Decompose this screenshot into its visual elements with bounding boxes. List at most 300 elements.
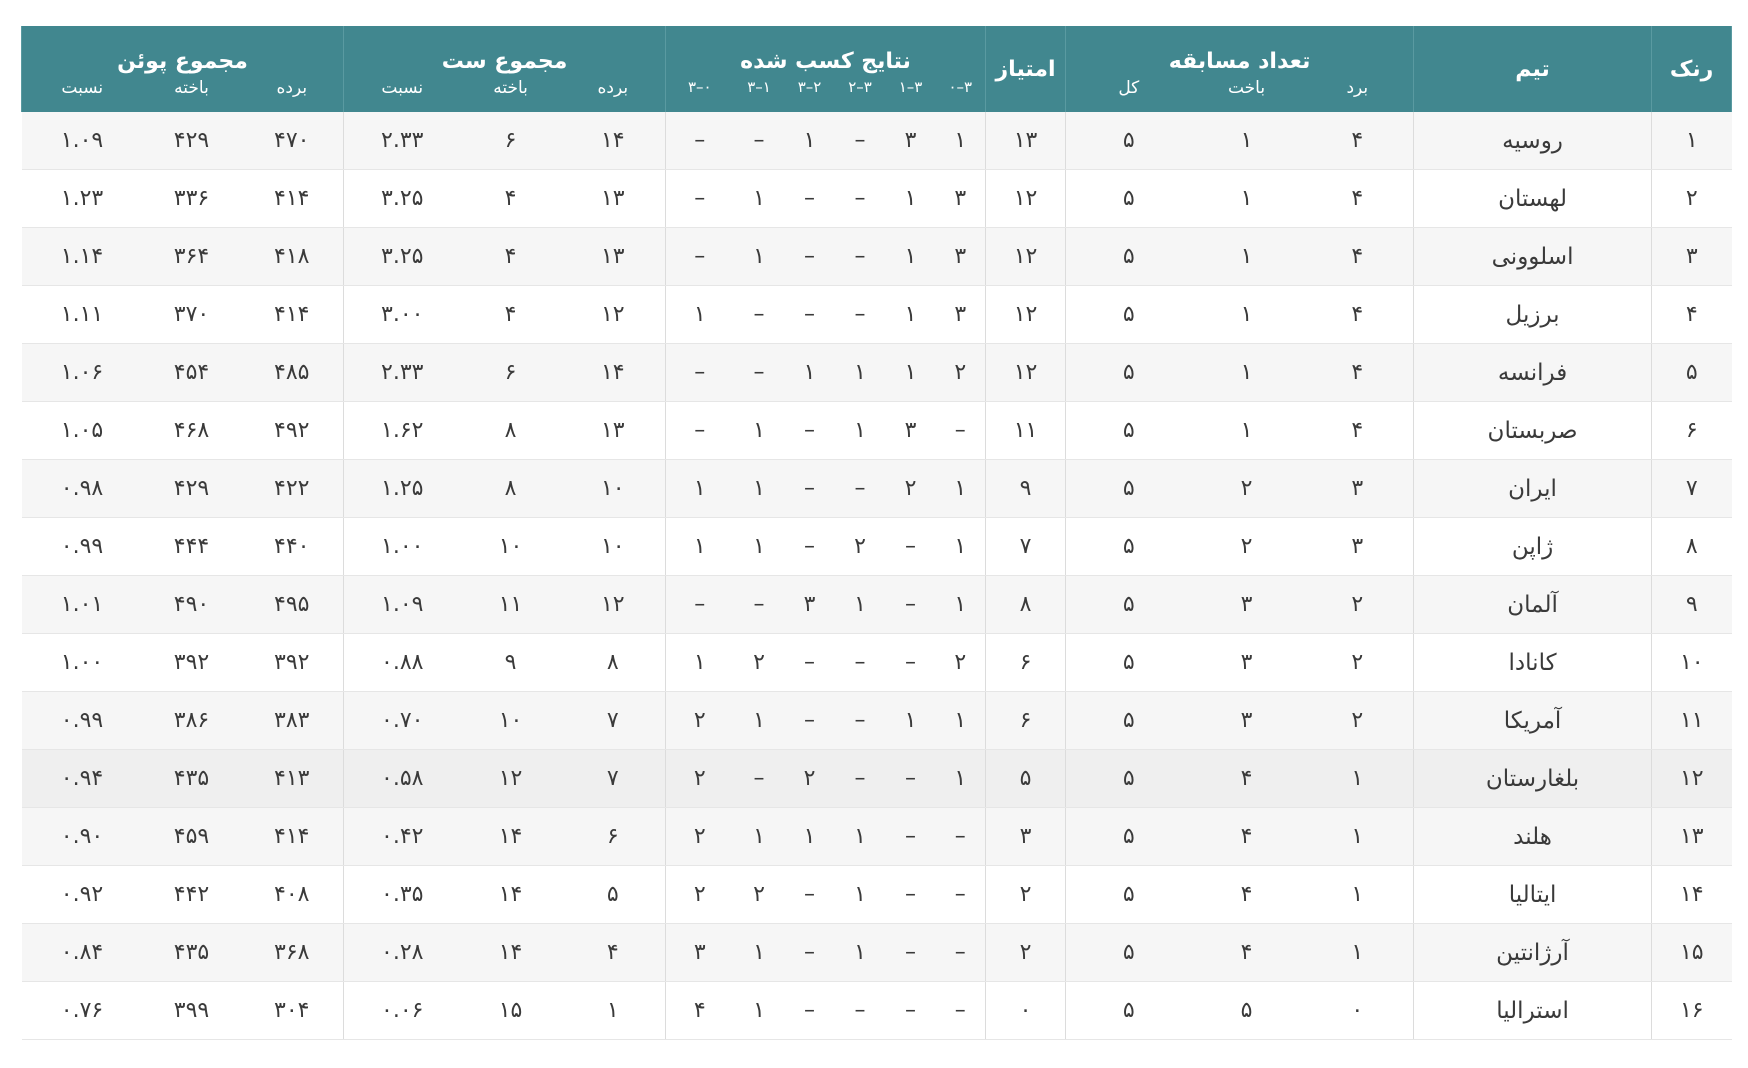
cell-result-3-2: –: [835, 634, 886, 692]
cell-result-3-1: ۳: [886, 402, 936, 460]
cell-sets-won: ۸: [561, 634, 666, 692]
cell-sets-won: ۴: [561, 924, 666, 982]
cell-sets-won: ۱۲: [561, 286, 666, 344]
cell-matches-lost: ۱: [1192, 286, 1302, 344]
cell-result-3-0: ۲: [936, 344, 986, 402]
cell-rank: ۷: [1652, 460, 1732, 518]
cell-rank: ۸: [1652, 518, 1732, 576]
cell-result-3-1: ۱: [886, 228, 936, 286]
cell-result-2-3: –: [785, 286, 835, 344]
cell-sets-ratio: ۳.۰۰: [344, 286, 461, 344]
cell-result-1-3: –: [734, 344, 785, 402]
cell-sets-ratio: ۰.۷۰: [344, 692, 461, 750]
cell-matches-lost: ۴: [1192, 866, 1302, 924]
cell-points: ۳: [986, 808, 1066, 866]
cell-result-3-1: –: [886, 808, 936, 866]
cell-result-3-0: –: [936, 402, 986, 460]
cell-result-2-3: –: [785, 402, 835, 460]
cell-points-won: ۴۷۰: [241, 112, 344, 170]
cell-result-1-3: ۱: [734, 518, 785, 576]
cell-rank: ۹: [1652, 576, 1732, 634]
cell-result-3-1: –: [886, 924, 936, 982]
cell-matches-won: ۲: [1302, 634, 1414, 692]
cell-points: ۲: [986, 866, 1066, 924]
cell-sets-won: ۱۳: [561, 228, 666, 286]
cell-sets-ratio: ۳.۲۵: [344, 228, 461, 286]
cell-points-ratio: ۰.۹۸: [22, 460, 143, 518]
cell-result-1-3: ۱: [734, 808, 785, 866]
cell-result-3-0: –: [936, 982, 986, 1040]
cell-result-0-3: ۳: [666, 924, 734, 982]
cell-matches-lost: ۳: [1192, 634, 1302, 692]
cell-points: ۱۲: [986, 286, 1066, 344]
cell-points-ratio: ۰.۹۲: [22, 866, 143, 924]
table-row: [22, 402, 1732, 460]
cell-result-3-0: ۱: [936, 460, 986, 518]
cell-matches-won: ۴: [1302, 228, 1414, 286]
cell-matches-won: ۱: [1302, 750, 1414, 808]
cell-result-3-2: ۱: [835, 402, 886, 460]
cell-points-won: ۴۱۳: [241, 750, 344, 808]
cell-matches-won: ۱: [1302, 808, 1414, 866]
cell-rank: ۱۶: [1652, 982, 1732, 1040]
cell-matches-won: ۰: [1302, 982, 1414, 1040]
cell-points-lost: ۴۳۵: [143, 750, 241, 808]
cell-sets-lost: ۴: [461, 170, 561, 228]
cell-points: ۱۲: [986, 170, 1066, 228]
cell-sets-lost: ۱۲: [461, 750, 561, 808]
cell-sets-lost: ۱۱: [461, 576, 561, 634]
cell-result-1-3: –: [734, 112, 785, 170]
table-body: [22, 112, 1732, 1040]
cell-points: ۱۳: [986, 112, 1066, 170]
cell-result-3-1: –: [886, 982, 936, 1040]
cell-matches-won: ۱: [1302, 924, 1414, 982]
cell-points-lost: ۳۷۰: [143, 286, 241, 344]
cell-result-2-3: –: [785, 634, 835, 692]
table-row: [22, 460, 1732, 518]
cell-points-won: ۳۶۸: [241, 924, 344, 982]
cell-sets-ratio: ۱.۶۲: [344, 402, 461, 460]
cell-points-won: ۴۸۵: [241, 344, 344, 402]
cell-sets-ratio: ۱.۰۹: [344, 576, 461, 634]
cell-team: لهستان: [1414, 170, 1652, 228]
cell-result-0-3: ۲: [666, 866, 734, 924]
cell-sets-won: ۱۲: [561, 576, 666, 634]
cell-sets-ratio: ۱.۲۵: [344, 460, 461, 518]
cell-points-won: ۴۲۲: [241, 460, 344, 518]
header-matches: تعداد مسابقه: [1066, 26, 1414, 76]
cell-sets-ratio: ۰.۲۸: [344, 924, 461, 982]
cell-points-ratio: ۱.۰۰: [22, 634, 143, 692]
cell-matches-total: ۵: [1066, 808, 1192, 866]
cell-matches-total: ۵: [1066, 228, 1192, 286]
cell-result-0-3: –: [666, 402, 734, 460]
cell-team: ایران: [1414, 460, 1652, 518]
cell-result-0-3: –: [666, 344, 734, 402]
cell-result-3-2: –: [835, 692, 886, 750]
cell-sets-lost: ۸: [461, 402, 561, 460]
cell-team: صربستان: [1414, 402, 1652, 460]
table-row: [22, 692, 1732, 750]
header-result-1-3: ۱–۳: [734, 76, 785, 112]
cell-sets-lost: ۴: [461, 286, 561, 344]
cell-result-2-3: –: [785, 924, 835, 982]
cell-result-3-1: ۱: [886, 286, 936, 344]
cell-result-3-0: ۱: [936, 112, 986, 170]
header-points-ratio: نسبت: [22, 76, 143, 112]
cell-sets-ratio: ۳.۲۵: [344, 170, 461, 228]
cell-result-2-3: –: [785, 228, 835, 286]
cell-result-1-3: ۱: [734, 228, 785, 286]
cell-result-0-3: –: [666, 170, 734, 228]
cell-matches-total: ۵: [1066, 460, 1192, 518]
cell-points-lost: ۴۶۸: [143, 402, 241, 460]
cell-result-0-3: ۱: [666, 634, 734, 692]
cell-points-won: ۴۱۴: [241, 170, 344, 228]
cell-matches-total: ۵: [1066, 576, 1192, 634]
cell-result-3-1: ۲: [886, 460, 936, 518]
standings-table-container: [21, 26, 1731, 1040]
cell-result-2-3: –: [785, 866, 835, 924]
cell-result-3-1: –: [886, 518, 936, 576]
cell-sets-ratio: ۰.۵۸: [344, 750, 461, 808]
cell-matches-total: ۵: [1066, 112, 1192, 170]
table-row: [22, 750, 1732, 808]
cell-result-3-2: –: [835, 982, 886, 1040]
cell-matches-total: ۵: [1066, 402, 1192, 460]
cell-result-1-3: ۱: [734, 982, 785, 1040]
cell-matches-total: ۵: [1066, 518, 1192, 576]
cell-points: ۹: [986, 460, 1066, 518]
cell-team: روسیه: [1414, 112, 1652, 170]
cell-points-ratio: ۱.۰۱: [22, 576, 143, 634]
cell-points-lost: ۴۵۴: [143, 344, 241, 402]
cell-points-won: ۴۹۵: [241, 576, 344, 634]
cell-rank: ۱۰: [1652, 634, 1732, 692]
cell-sets-ratio: ۰.۰۶: [344, 982, 461, 1040]
cell-result-3-1: ۳: [886, 112, 936, 170]
header-rank: رنک: [1652, 26, 1732, 112]
cell-sets-lost: ۱۴: [461, 808, 561, 866]
cell-result-0-3: ۲: [666, 750, 734, 808]
cell-result-1-3: –: [734, 576, 785, 634]
cell-sets-lost: ۱۴: [461, 924, 561, 982]
cell-team: هلند: [1414, 808, 1652, 866]
cell-result-0-3: –: [666, 112, 734, 170]
cell-matches-lost: ۳: [1192, 692, 1302, 750]
cell-result-0-3: –: [666, 228, 734, 286]
cell-result-1-3: ۱: [734, 924, 785, 982]
header-points-lost: باخته: [143, 76, 241, 112]
cell-matches-total: ۵: [1066, 924, 1192, 982]
cell-rank: ۱۴: [1652, 866, 1732, 924]
cell-sets-ratio: ۰.۴۲: [344, 808, 461, 866]
cell-result-3-1: –: [886, 634, 936, 692]
cell-points-won: ۳۰۴: [241, 982, 344, 1040]
cell-matches-lost: ۱: [1192, 170, 1302, 228]
cell-matches-lost: ۴: [1192, 924, 1302, 982]
cell-result-0-3: ۱: [666, 518, 734, 576]
cell-points-won: ۴۱۴: [241, 286, 344, 344]
header-sets-won: برده: [561, 76, 666, 112]
header-points: امتیاز: [986, 26, 1066, 112]
cell-team: آرژانتین: [1414, 924, 1652, 982]
cell-points-ratio: ۰.۹۹: [22, 692, 143, 750]
cell-team: استرالیا: [1414, 982, 1652, 1040]
cell-points-lost: ۴۹۰: [143, 576, 241, 634]
cell-sets-lost: ۱۵: [461, 982, 561, 1040]
cell-points-ratio: ۰.۸۴: [22, 924, 143, 982]
table-row: [22, 808, 1732, 866]
cell-result-2-3: –: [785, 170, 835, 228]
cell-result-2-3: ۳: [785, 576, 835, 634]
cell-rank: ۵: [1652, 344, 1732, 402]
cell-result-0-3: ۱: [666, 286, 734, 344]
cell-rank: ۱۳: [1652, 808, 1732, 866]
header-result-3-2: ۳–۲: [835, 76, 886, 112]
header-result-3-0: ۳–۰: [936, 76, 986, 112]
cell-team: آمریکا: [1414, 692, 1652, 750]
cell-sets-won: ۱۳: [561, 170, 666, 228]
cell-points: ۶: [986, 692, 1066, 750]
cell-matches-total: ۵: [1066, 692, 1192, 750]
cell-sets-won: ۷: [561, 692, 666, 750]
cell-points-ratio: ۱.۰۶: [22, 344, 143, 402]
cell-matches-total: ۵: [1066, 750, 1192, 808]
cell-matches-lost: ۱: [1192, 228, 1302, 286]
cell-result-3-0: ۳: [936, 228, 986, 286]
cell-team: کانادا: [1414, 634, 1652, 692]
cell-result-2-3: –: [785, 982, 835, 1040]
cell-rank: ۳: [1652, 228, 1732, 286]
cell-rank: ۲: [1652, 170, 1732, 228]
cell-matches-total: ۵: [1066, 866, 1192, 924]
cell-points-ratio: ۰.۹۹: [22, 518, 143, 576]
cell-points-won: ۳۹۲: [241, 634, 344, 692]
table-row: [22, 634, 1732, 692]
cell-result-3-0: ۳: [936, 170, 986, 228]
cell-result-1-3: ۲: [734, 866, 785, 924]
cell-points-lost: ۴۳۵: [143, 924, 241, 982]
header-matches-won: برد: [1302, 76, 1414, 112]
cell-rank: ۶: [1652, 402, 1732, 460]
cell-points-lost: ۳۸۶: [143, 692, 241, 750]
cell-points: ۲: [986, 924, 1066, 982]
cell-points-lost: ۴۴۴: [143, 518, 241, 576]
cell-points-ratio: ۱.۱۴: [22, 228, 143, 286]
cell-result-2-3: ۲: [785, 750, 835, 808]
cell-sets-ratio: ۰.۸۸: [344, 634, 461, 692]
cell-rank: ۱۱: [1652, 692, 1732, 750]
cell-points-won: ۳۸۳: [241, 692, 344, 750]
cell-matches-won: ۴: [1302, 286, 1414, 344]
cell-result-0-3: ۴: [666, 982, 734, 1040]
header-result-2-3: ۲–۳: [785, 76, 835, 112]
cell-points-ratio: ۱.۲۳: [22, 170, 143, 228]
cell-matches-lost: ۵: [1192, 982, 1302, 1040]
cell-matches-total: ۵: [1066, 170, 1192, 228]
cell-result-3-2: –: [835, 112, 886, 170]
cell-sets-lost: ۱۴: [461, 866, 561, 924]
cell-sets-won: ۷: [561, 750, 666, 808]
cell-matches-won: ۴: [1302, 402, 1414, 460]
cell-sets-won: ۵: [561, 866, 666, 924]
cell-matches-won: ۲: [1302, 576, 1414, 634]
table-row: [22, 170, 1732, 228]
cell-points: ۰: [986, 982, 1066, 1040]
cell-result-3-0: –: [936, 924, 986, 982]
cell-sets-lost: ۹: [461, 634, 561, 692]
cell-matches-total: ۵: [1066, 634, 1192, 692]
cell-matches-lost: ۱: [1192, 344, 1302, 402]
cell-sets-lost: ۱۰: [461, 518, 561, 576]
cell-result-2-3: –: [785, 460, 835, 518]
cell-team: فرانسه: [1414, 344, 1652, 402]
cell-result-3-0: ۱: [936, 518, 986, 576]
cell-points-ratio: ۱.۰۵: [22, 402, 143, 460]
cell-points-won: ۴۴۰: [241, 518, 344, 576]
cell-result-1-3: ۱: [734, 402, 785, 460]
cell-sets-lost: ۴: [461, 228, 561, 286]
table-row: [22, 518, 1732, 576]
cell-matches-won: ۱: [1302, 866, 1414, 924]
cell-points-ratio: ۰.۹۴: [22, 750, 143, 808]
cell-team: بلغارستان: [1414, 750, 1652, 808]
cell-rank: ۱۵: [1652, 924, 1732, 982]
cell-result-3-2: –: [835, 286, 886, 344]
cell-result-3-1: ۱: [886, 692, 936, 750]
cell-result-3-2: ۱: [835, 866, 886, 924]
cell-team: برزیل: [1414, 286, 1652, 344]
table-row: [22, 576, 1732, 634]
cell-points-ratio: ۱.۰۹: [22, 112, 143, 170]
table-row: [22, 866, 1732, 924]
cell-matches-lost: ۳: [1192, 576, 1302, 634]
cell-result-0-3: –: [666, 576, 734, 634]
cell-rank: ۴: [1652, 286, 1732, 344]
cell-points: ۶: [986, 634, 1066, 692]
cell-points: ۷: [986, 518, 1066, 576]
header-points-won: برده: [241, 76, 344, 112]
cell-result-2-3: ۱: [785, 344, 835, 402]
table-row: [22, 286, 1732, 344]
cell-result-3-0: ۱: [936, 576, 986, 634]
standings-table: [21, 26, 1732, 1040]
cell-points-won: ۴۰۸: [241, 866, 344, 924]
cell-points: ۱۲: [986, 344, 1066, 402]
cell-sets-won: ۶: [561, 808, 666, 866]
cell-sets-won: ۱۰: [561, 460, 666, 518]
cell-sets-won: ۱۴: [561, 112, 666, 170]
cell-result-3-2: ۱: [835, 808, 886, 866]
cell-result-1-3: –: [734, 286, 785, 344]
header-points-total: مجموع پوئن: [22, 26, 344, 76]
cell-result-3-2: ۱: [835, 576, 886, 634]
header-matches-total: کل: [1066, 76, 1192, 112]
cell-result-1-3: ۱: [734, 460, 785, 518]
cell-team: اسلوونی: [1414, 228, 1652, 286]
cell-team: ژاپن: [1414, 518, 1652, 576]
cell-result-3-0: ۱: [936, 750, 986, 808]
cell-points-won: ۴۹۲: [241, 402, 344, 460]
table-row: [22, 344, 1732, 402]
table-row: [22, 228, 1732, 286]
cell-result-0-3: ۲: [666, 692, 734, 750]
cell-result-2-3: ۱: [785, 808, 835, 866]
cell-sets-lost: ۱۰: [461, 692, 561, 750]
cell-matches-total: ۵: [1066, 344, 1192, 402]
cell-result-2-3: –: [785, 692, 835, 750]
cell-result-3-2: –: [835, 170, 886, 228]
cell-matches-lost: ۲: [1192, 518, 1302, 576]
cell-result-1-3: ۱: [734, 692, 785, 750]
cell-points-lost: ۳۳۶: [143, 170, 241, 228]
cell-sets-won: ۱۰: [561, 518, 666, 576]
cell-result-3-0: ۱: [936, 692, 986, 750]
cell-points-lost: ۴۲۹: [143, 112, 241, 170]
cell-result-3-2: –: [835, 228, 886, 286]
table-row: [22, 112, 1732, 170]
cell-points-lost: ۴۴۲: [143, 866, 241, 924]
cell-result-3-1: –: [886, 866, 936, 924]
header-result-0-3: ۰–۳: [666, 76, 734, 112]
cell-matches-total: ۵: [1066, 982, 1192, 1040]
cell-result-3-1: –: [886, 750, 936, 808]
cell-result-3-2: ۱: [835, 924, 886, 982]
table-row: [22, 982, 1732, 1040]
cell-result-3-0: –: [936, 866, 986, 924]
cell-sets-lost: ۶: [461, 112, 561, 170]
header-team: تیم: [1414, 26, 1652, 112]
cell-points-won: ۴۱۴: [241, 808, 344, 866]
header-result-3-1: ۳–۱: [886, 76, 936, 112]
cell-points: ۱۲: [986, 228, 1066, 286]
cell-matches-won: ۳: [1302, 518, 1414, 576]
header-matches-lost: باخت: [1192, 76, 1302, 112]
cell-rank: ۱۲: [1652, 750, 1732, 808]
cell-matches-lost: ۱: [1192, 402, 1302, 460]
cell-result-3-2: ۲: [835, 518, 886, 576]
cell-points-lost: ۴۵۹: [143, 808, 241, 866]
cell-matches-won: ۲: [1302, 692, 1414, 750]
cell-team: آلمان: [1414, 576, 1652, 634]
cell-points-ratio: ۱.۱۱: [22, 286, 143, 344]
cell-result-3-0: ۳: [936, 286, 986, 344]
cell-result-3-1: –: [886, 576, 936, 634]
cell-result-1-3: –: [734, 750, 785, 808]
cell-result-2-3: –: [785, 518, 835, 576]
cell-result-3-2: –: [835, 750, 886, 808]
cell-matches-won: ۴: [1302, 344, 1414, 402]
cell-points-lost: ۴۲۹: [143, 460, 241, 518]
cell-result-1-3: ۱: [734, 170, 785, 228]
cell-sets-ratio: ۲.۳۳: [344, 344, 461, 402]
cell-rank: ۱: [1652, 112, 1732, 170]
cell-points-ratio: ۰.۹۰: [22, 808, 143, 866]
cell-points: ۸: [986, 576, 1066, 634]
header-sets-lost: باخته: [461, 76, 561, 112]
cell-sets-lost: ۶: [461, 344, 561, 402]
header-sets-ratio: نسبت: [344, 76, 461, 112]
cell-result-0-3: ۱: [666, 460, 734, 518]
cell-result-3-2: –: [835, 460, 886, 518]
cell-points: ۱۱: [986, 402, 1066, 460]
cell-points-won: ۴۱۸: [241, 228, 344, 286]
cell-result-3-0: ۲: [936, 634, 986, 692]
cell-points: ۵: [986, 750, 1066, 808]
cell-points-lost: ۳۹۹: [143, 982, 241, 1040]
